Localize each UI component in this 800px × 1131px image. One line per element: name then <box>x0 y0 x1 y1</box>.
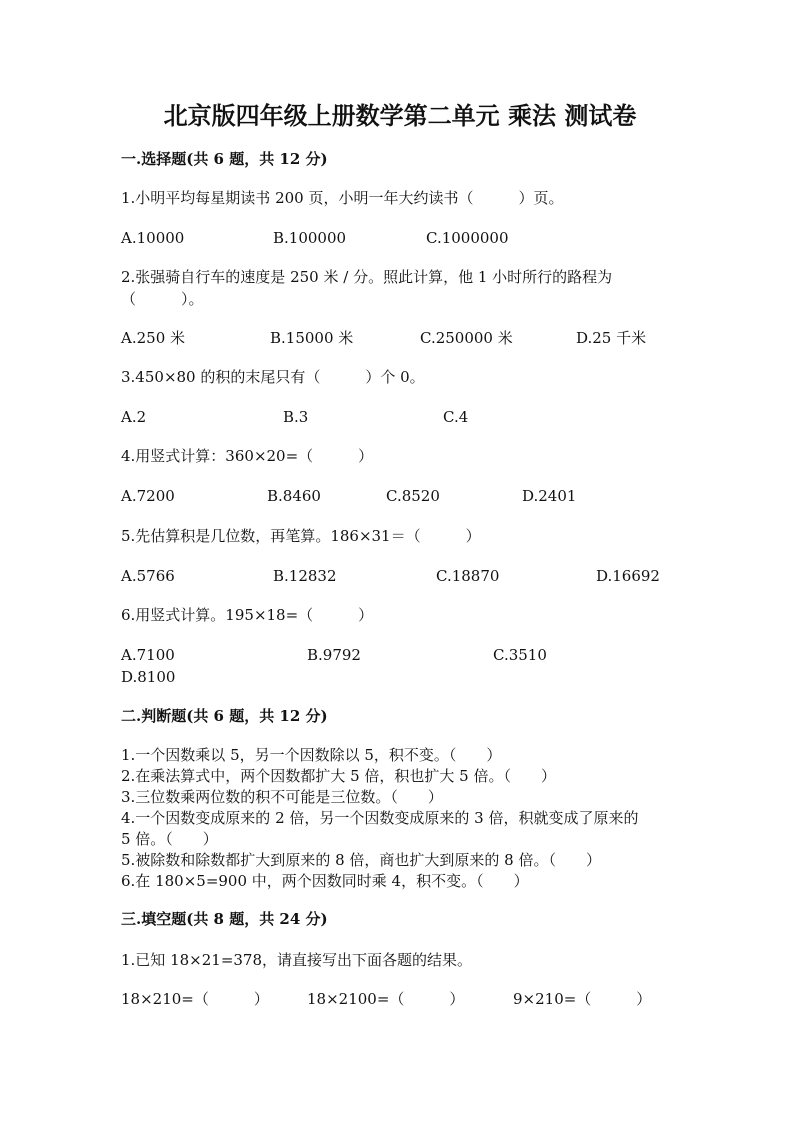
question-stem-line: 2.张强骑自行车的速度是 250 米 / 分。照此计算，他 1 小时所行的路程为 <box>121 268 613 286</box>
option: D.8100 <box>121 668 176 686</box>
section-heading-judgment: 二.判断题(共 6 题，共 12 分) <box>121 707 328 725</box>
section-heading-fill-in: 三.填空题(共 8 题，共 24 分) <box>121 910 328 928</box>
option: A.10000 <box>121 229 185 247</box>
option: A.7100 <box>121 646 175 664</box>
option: A.7200 <box>121 487 175 505</box>
option: D.16692 <box>596 567 660 585</box>
fill-blank: 18×210=（ ） <box>121 990 269 1008</box>
fill-blank: 9×210=（ ） <box>513 990 652 1008</box>
option: B.3 <box>283 408 309 426</box>
judgment-line: 4.一个因数变成原来的 2 倍，另一个因数变成原来的 3 倍，积就变成了原来的 <box>121 809 639 827</box>
judgment-line: 3.三位数乘两位数的积不可能是三位数。（ ） <box>121 788 443 806</box>
option: C.3510 <box>493 646 547 664</box>
option: D.25 千米 <box>576 329 647 347</box>
option: B.12832 <box>273 567 337 585</box>
section-heading-choice: 一.选择题(共 6 题，共 12 分) <box>121 150 328 168</box>
option: B.100000 <box>273 229 347 247</box>
question-stem: 6.用竖式计算。195×18=（ ） <box>121 606 374 624</box>
option: C.1000000 <box>426 229 509 247</box>
question-stem: 3.450×80 的积的末尾只有（ ）个 0。 <box>121 368 425 386</box>
question-stem: 5.先估算积是几位数，再笔算。186×31＝（ ） <box>121 527 481 545</box>
judgment-line: 6.在 180×5=900 中，两个因数同时乘 4，积不变。（ ） <box>121 872 529 890</box>
question-stem: 1.小明平均每星期读书 200 页，小明一年大约读书（ ）页。 <box>121 189 564 207</box>
option: C.18870 <box>436 567 500 585</box>
judgment-line: 1.一个因数乘以 5，另一个因数除以 5，积不变。（ ） <box>121 746 502 764</box>
page-title: 北京版四年级上册数学第二单元 乘法 测试卷 <box>163 101 637 130</box>
option: C.8520 <box>386 487 440 505</box>
fill-blank: 18×2100=（ ） <box>307 990 465 1008</box>
question-stem-line: （ ）。 <box>121 290 204 308</box>
question-stem: 4.用竖式计算：360×20=（ ） <box>121 447 374 465</box>
option: A.2 <box>121 408 147 426</box>
option: B.15000 米 <box>270 329 354 347</box>
judgment-line: 2.在乘法算式中，两个因数都扩大 5 倍，积也扩大 5 倍。（ ） <box>121 767 556 785</box>
option: B.8460 <box>267 487 321 505</box>
option: A.5766 <box>121 567 175 585</box>
option: D.2401 <box>522 487 577 505</box>
question-stem: 1.已知 18×21=378，请直接写出下面各题的结果。 <box>121 951 473 969</box>
option: C.4 <box>443 408 469 426</box>
judgment-line: 5 倍。（ ） <box>121 830 218 848</box>
option: A.250 米 <box>121 329 185 347</box>
option: B.9792 <box>307 646 361 664</box>
option: C.250000 米 <box>420 329 513 347</box>
judgment-line: 5.被除数和除数都扩大到原来的 8 倍，商也扩大到原来的 8 倍。（ ） <box>121 851 601 869</box>
